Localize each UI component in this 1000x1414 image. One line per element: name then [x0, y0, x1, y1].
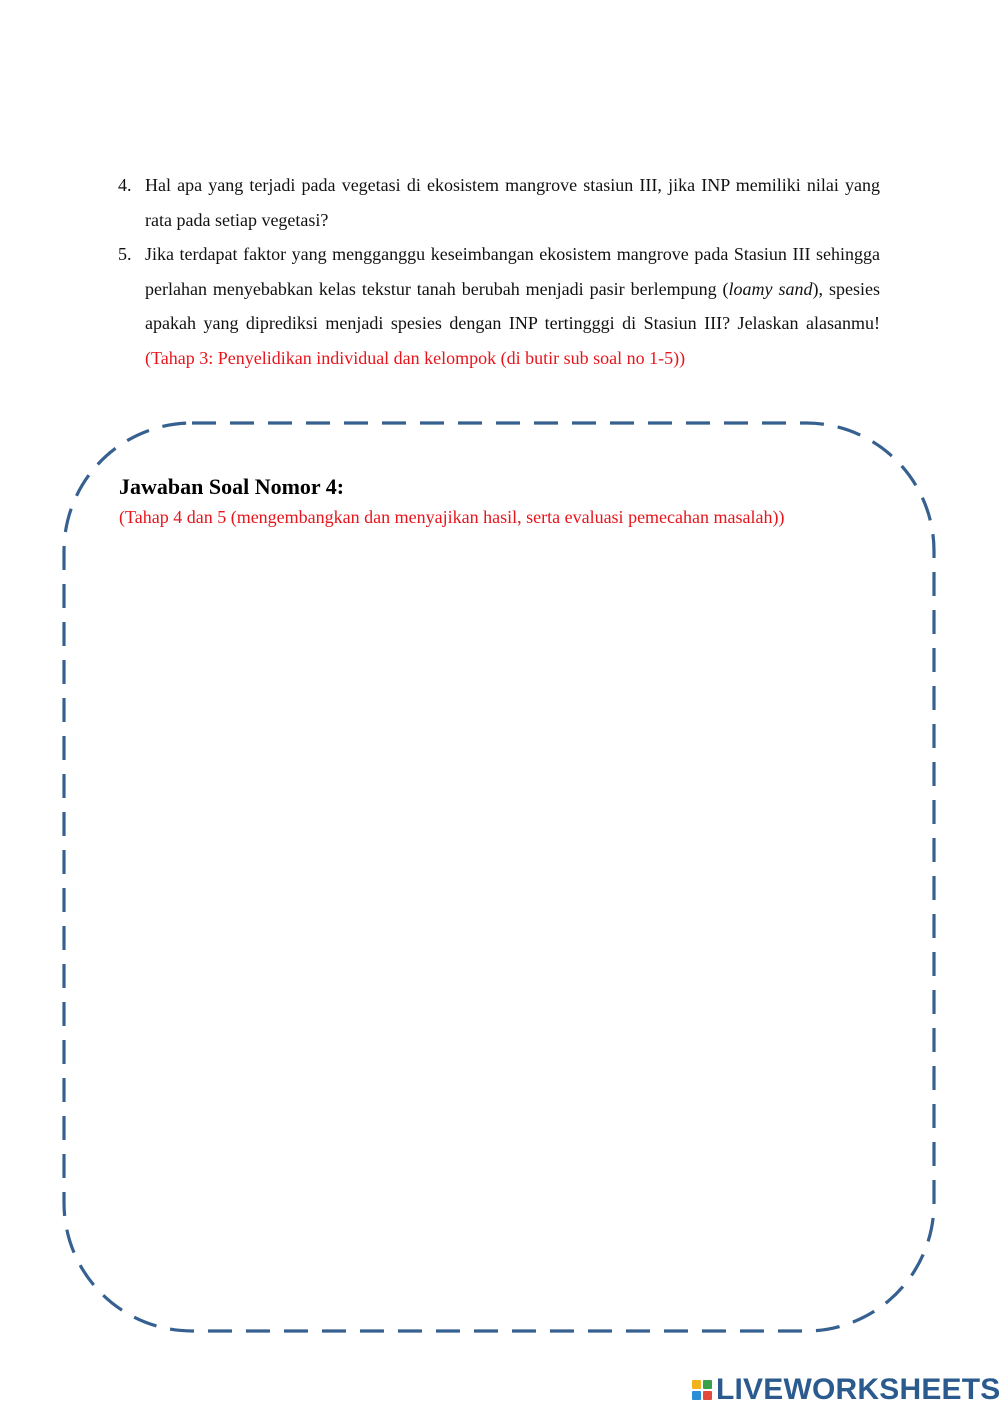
question-text: [145, 237, 880, 375]
dashed-border: [62, 421, 936, 1333]
answer-title: Jawaban Soal Nomor 4:: [119, 474, 345, 499]
question-text-part: ), spesies apakah yang diprediksi menjadi spesies dengan INP tertingggi di Stasiun III? Jelaskan alasanmu!: [145, 278, 880, 333]
answer-subtitle: (Tahap 4 dan 5 (mengembangkan dan menyajikan hasil, serta evaluasi pemecahan masalah)): [119, 507, 785, 527]
answer-area[interactable]: [62, 421, 936, 1333]
question-5: [118, 237, 880, 375]
liveworksheets-logo: [692, 1374, 1000, 1406]
question-4: [118, 168, 880, 237]
question-number: 5.: [118, 244, 132, 264]
stage-note: (Tahap 3: Penyelidikan individual dan kelompok (di butir sub soal no 1-5)): [145, 347, 686, 368]
question-number: 4.: [118, 175, 132, 195]
question-list: [118, 168, 880, 375]
question-text-part: Jika terdapat faktor yang mengganggu keseimbangan ekosistem mangrove pada Stasiun III sehingga perlahan menyebabkan kelas tekstur tanah berubah menjadi pasir berlempung (: [145, 244, 880, 299]
logo-text: LIVEWORKSHEETS: [716, 1373, 1000, 1406]
question-italic-term: loamy sand: [728, 278, 813, 299]
question-text: Hal apa yang terjadi pada vegetasi di ekosistem mangrove stasiun III, jika INP memiliki nilai yang rata pada setiap vegetasi?: [145, 175, 880, 230]
logo-icon: [692, 1380, 712, 1400]
